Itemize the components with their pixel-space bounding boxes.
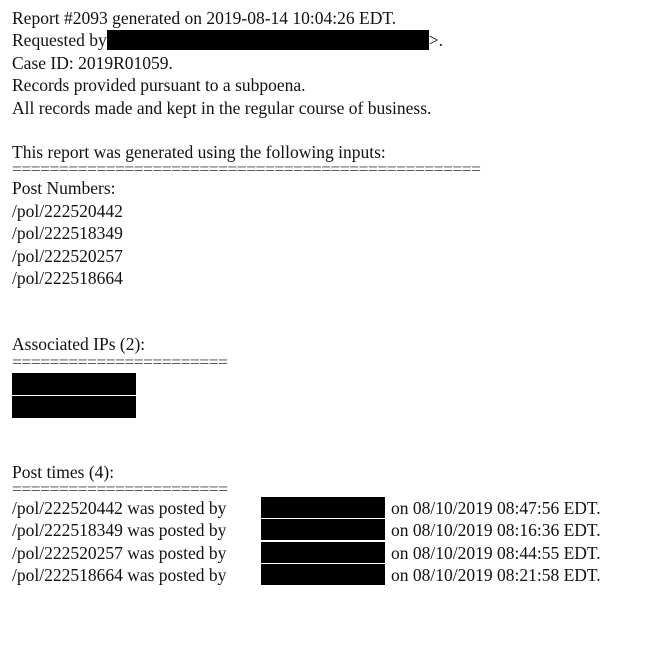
post-time-post: /pol/222518349 was posted by xyxy=(12,520,227,541)
redacted-poster xyxy=(261,564,385,585)
redacted-ip xyxy=(12,396,136,418)
post-time-post: /pol/222520442 was posted by xyxy=(12,498,227,519)
requested-by-suffix: >. xyxy=(428,30,444,51)
post-time-row xyxy=(12,497,662,519)
redacted-ip xyxy=(12,373,136,395)
post-numbers-label: Post Numbers: xyxy=(12,178,116,199)
post-time-row xyxy=(12,519,662,541)
post-number-item: /pol/222520442 xyxy=(12,200,123,221)
subpoena-note: Records provided pursuant to a subpoena. xyxy=(12,75,306,96)
post-number-item: /pol/222518349 xyxy=(12,223,123,244)
post-times-divider: ======================= xyxy=(12,483,228,498)
associated-ips-heading: Associated IPs (2): xyxy=(12,334,146,355)
post-time-row xyxy=(12,542,662,564)
associated-ips-divider: ======================= xyxy=(12,355,228,370)
report-document xyxy=(12,7,662,587)
post-time-date: on 08/10/2019 08:16:36 EDT. xyxy=(391,520,601,541)
post-time-post: /pol/222520257 was posted by xyxy=(12,542,227,563)
redacted-poster xyxy=(261,519,385,540)
requested-by-line xyxy=(12,29,662,51)
report-title-line: Report #2093 generated on 2019-08-14 10:04:26 EDT. xyxy=(12,8,397,28)
redacted-poster xyxy=(261,497,385,518)
redacted-requester xyxy=(107,30,429,50)
inputs-divider: ================================================== xyxy=(12,163,481,178)
case-id: Case ID: 2019R01059. xyxy=(12,52,173,73)
post-time-date: on 08/10/2019 08:44:55 EDT. xyxy=(391,542,601,563)
post-number-item: /pol/222520257 xyxy=(12,245,123,266)
requested-by-label: Requested by xyxy=(12,30,107,51)
post-time-row xyxy=(12,564,662,586)
post-time-post: /pol/222518664 was posted by xyxy=(12,565,227,586)
post-numbers-list xyxy=(12,200,662,290)
post-time-date: on 08/10/2019 08:21:58 EDT. xyxy=(391,565,601,586)
post-times-heading: Post times (4): xyxy=(12,461,115,482)
inputs-heading: This report was generated using the following inputs: xyxy=(12,141,386,162)
business-records-note: All records made and kept in the regular course of business. xyxy=(12,97,432,118)
redacted-poster xyxy=(261,542,385,563)
post-times-list xyxy=(12,497,662,587)
post-time-date: on 08/10/2019 08:47:56 EDT. xyxy=(391,498,601,519)
post-number-item: /pol/222518664 xyxy=(12,267,123,288)
